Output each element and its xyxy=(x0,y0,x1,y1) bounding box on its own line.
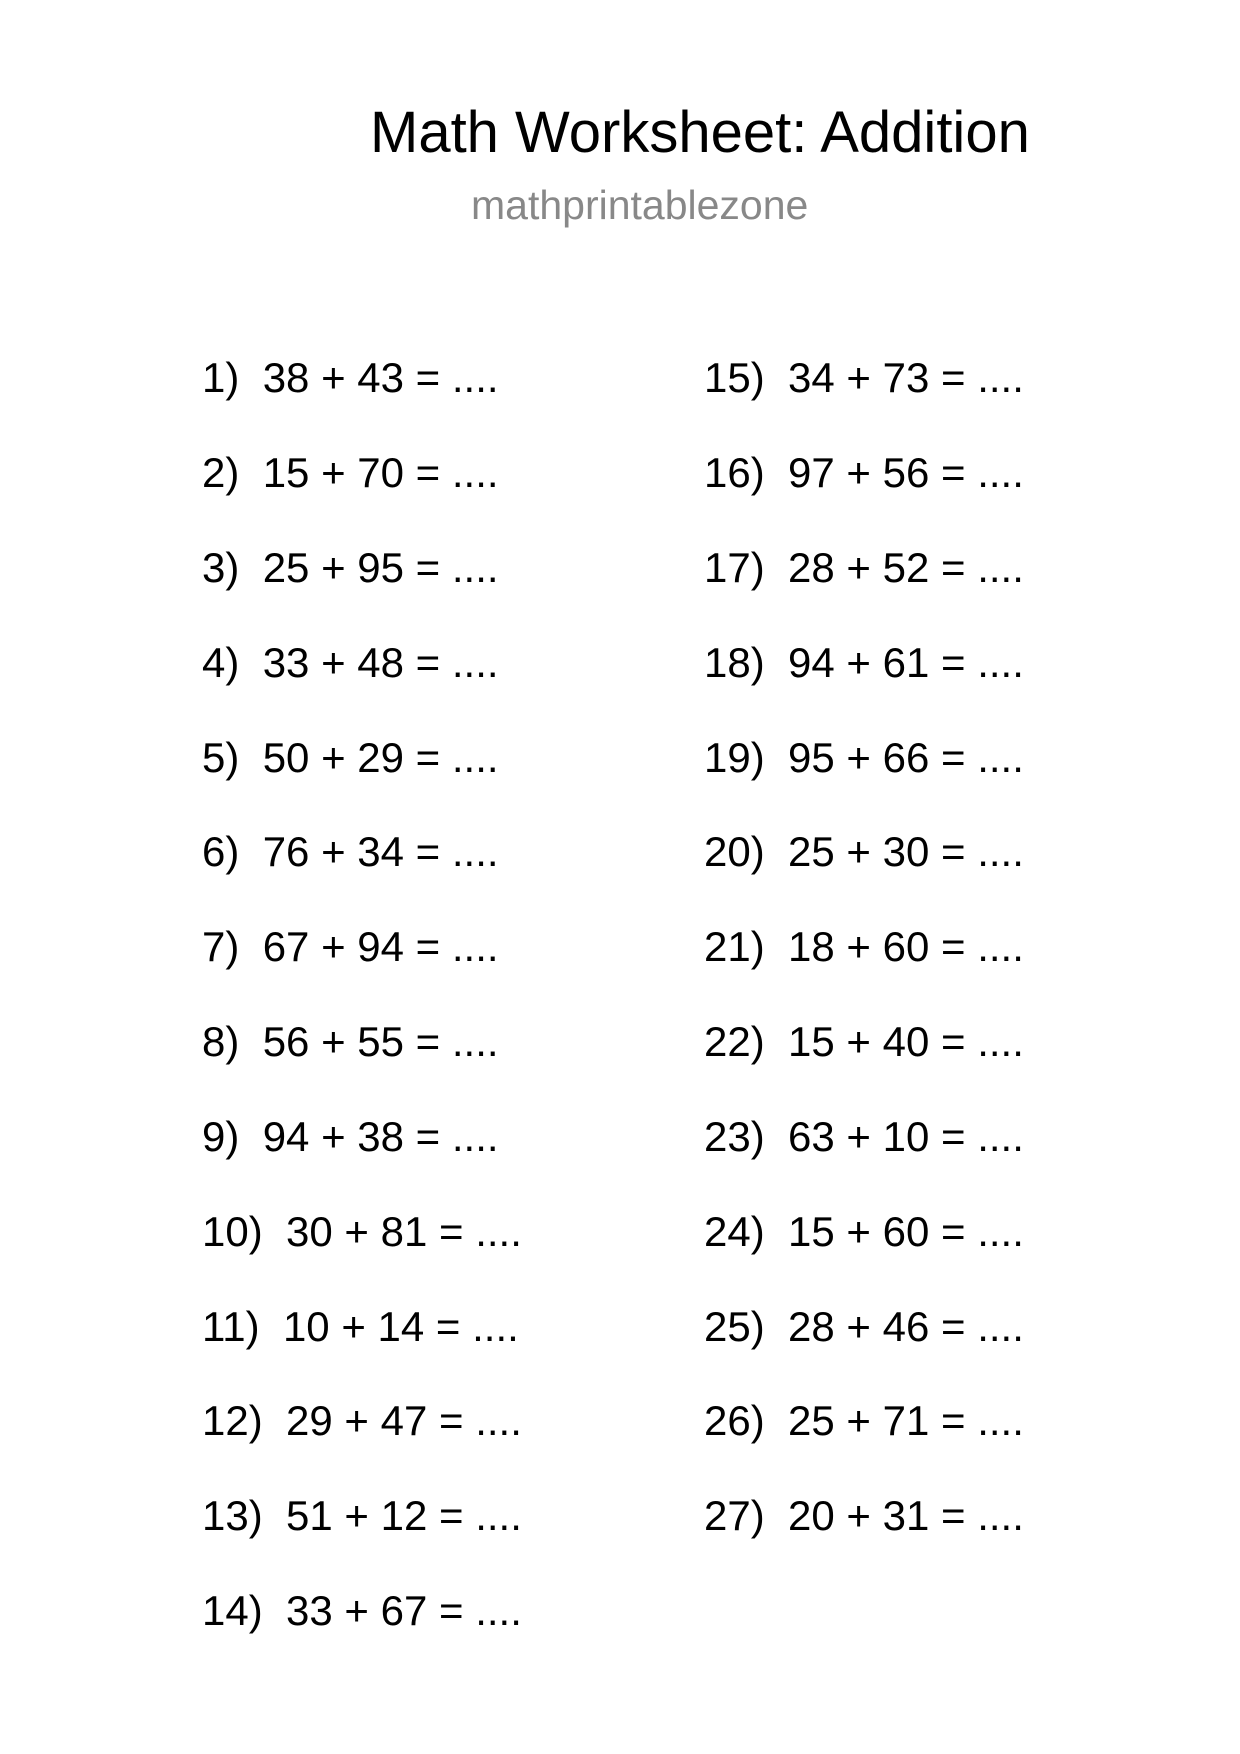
problem-item xyxy=(704,1488,1024,1544)
problem-number: 14) xyxy=(202,1587,263,1634)
problem-number: 13) xyxy=(202,1492,263,1539)
problem-number: 18) xyxy=(704,639,765,686)
problem-item xyxy=(704,540,1024,596)
problem-expression: 18 + 60 = .... xyxy=(788,923,1024,970)
problem-number: 9) xyxy=(202,1113,240,1160)
problem-expression: 94 + 61 = .... xyxy=(788,639,1024,686)
problem-expression: 56 + 55 = .... xyxy=(262,1018,499,1065)
problem-number: 20) xyxy=(704,828,765,875)
problem-number: 24) xyxy=(704,1208,765,1255)
problem-expression: 20 + 31 = .... xyxy=(788,1492,1024,1539)
problem-expression: 63 + 10 = .... xyxy=(788,1113,1024,1160)
problem-item xyxy=(704,1393,1024,1449)
problem-item xyxy=(202,1204,522,1260)
problem-item xyxy=(202,445,499,501)
problem-item xyxy=(704,919,1024,975)
problem-expression: 29 + 47 = .... xyxy=(286,1397,522,1444)
problem-item xyxy=(202,1014,499,1070)
problem-number: 27) xyxy=(704,1492,765,1539)
page-title: Math Worksheet: Addition xyxy=(370,100,1030,165)
problem-item xyxy=(202,1393,522,1449)
problem-expression: 10 + 14 = .... xyxy=(282,1303,519,1350)
problem-number: 16) xyxy=(704,449,765,496)
problem-expression: 30 + 81 = .... xyxy=(286,1208,522,1255)
problem-number: 11) xyxy=(202,1303,260,1350)
problem-expression: 15 + 70 = .... xyxy=(262,449,499,496)
problem-number: 7) xyxy=(202,923,240,970)
problem-item xyxy=(704,824,1024,880)
problem-expression: 51 + 12 = .... xyxy=(286,1492,522,1539)
problem-number: 15) xyxy=(704,354,765,401)
problem-number: 23) xyxy=(704,1113,765,1160)
problem-number: 5) xyxy=(202,734,240,781)
problem-expression: 25 + 71 = .... xyxy=(788,1397,1024,1444)
problem-expression: 67 + 94 = .... xyxy=(262,923,499,970)
problem-expression: 33 + 48 = .... xyxy=(262,639,499,686)
problem-expression: 25 + 30 = .... xyxy=(788,828,1024,875)
problem-item xyxy=(202,730,499,786)
problem-number: 3) xyxy=(202,544,240,591)
problem-number: 4) xyxy=(202,639,240,686)
problem-number: 12) xyxy=(202,1397,263,1444)
site-watermark: mathprintablezone xyxy=(471,182,809,228)
problem-number: 21) xyxy=(704,923,765,970)
problem-item xyxy=(202,1488,522,1544)
problem-expression: 28 + 52 = .... xyxy=(788,544,1024,591)
problem-number: 2) xyxy=(202,449,240,496)
problem-expression: 94 + 38 = .... xyxy=(262,1113,499,1160)
problem-item xyxy=(202,1299,519,1355)
problem-item xyxy=(202,635,499,691)
problem-number: 26) xyxy=(704,1397,765,1444)
problem-item xyxy=(202,1583,522,1639)
problem-expression: 28 + 46 = .... xyxy=(788,1303,1024,1350)
problem-number: 17) xyxy=(704,544,765,591)
problem-item xyxy=(704,1299,1024,1355)
problem-item xyxy=(202,824,499,880)
problem-expression: 76 + 34 = .... xyxy=(262,828,499,875)
problem-expression: 25 + 95 = .... xyxy=(262,544,499,591)
problem-number: 8) xyxy=(202,1018,240,1065)
problem-item xyxy=(704,1109,1024,1165)
problem-expression: 97 + 56 = .... xyxy=(788,449,1024,496)
problem-number: 25) xyxy=(704,1303,765,1350)
problem-item xyxy=(202,350,499,406)
problem-item xyxy=(704,350,1024,406)
problem-expression: 34 + 73 = .... xyxy=(788,354,1024,401)
problem-expression: 15 + 40 = .... xyxy=(788,1018,1024,1065)
problem-number: 1) xyxy=(202,354,240,401)
problem-item xyxy=(202,1109,499,1165)
problem-expression: 33 + 67 = .... xyxy=(286,1587,522,1634)
problem-number: 6) xyxy=(202,828,240,875)
problem-expression: 15 + 60 = .... xyxy=(788,1208,1024,1255)
problem-number: 10) xyxy=(202,1208,263,1255)
problem-number: 22) xyxy=(704,1018,765,1065)
problem-item xyxy=(704,635,1024,691)
problem-item xyxy=(704,1014,1024,1070)
problem-expression: 95 + 66 = .... xyxy=(788,734,1024,781)
problem-item xyxy=(704,730,1024,786)
problem-item xyxy=(704,1204,1024,1260)
problem-item xyxy=(704,445,1024,501)
problem-expression: 50 + 29 = .... xyxy=(262,734,499,781)
problem-expression: 38 + 43 = .... xyxy=(262,354,499,401)
problem-number: 19) xyxy=(704,734,765,781)
problem-item xyxy=(202,540,499,596)
problem-item xyxy=(202,919,499,975)
